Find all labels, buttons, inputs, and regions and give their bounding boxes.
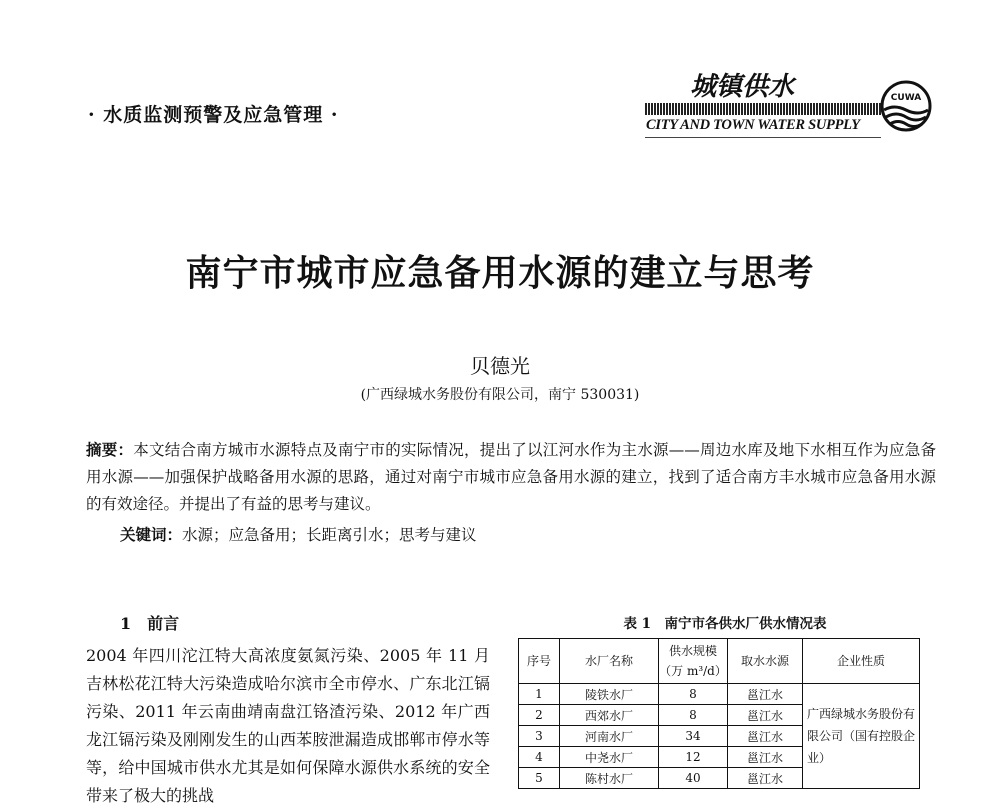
- table-caption: 表 1 南宁市各供水厂供水情况表: [623, 616, 827, 632]
- abstract-text: 本文结合南方城市水源特点及南宁市的实际情况，提出了以江河水作为主水源——周边水库及地下水相互作为应急备用水源——加强保护战略备用水源的思路，通过对南宁市城市应急备用水源的建立，找到了适合南方丰水城市应急备用水源的有效途径。并提出了有益的思考与建议。: [86, 441, 936, 513]
- table-cell: 西郊水厂: [560, 705, 659, 726]
- author-affiliation: (广西绿城水务股份有限公司，南宁 530031): [360, 387, 640, 403]
- keywords: [120, 523, 477, 545]
- header-pattern-bar: [645, 103, 881, 115]
- section-body: 2004 年四川沱江特大高浓度氨氮污染、2005 年 11 月吉林松花江特大污染造成哈尔滨市全市停水、广东北江镉污染、2011 年云南曲靖南盘江铬渣污染、2012 年广西龙江镉污染及刚刚发生的山西苯胺泄漏造成邯郸市停水等等，给中国城市供水尤其是如何保障水源供水系统的安全带来了极大的挑战: [86, 646, 490, 805]
- logo-text: CUWA: [890, 93, 922, 103]
- table-cell: 8: [659, 705, 728, 726]
- table-cell: 5: [519, 768, 560, 789]
- table-cell: 邕江水: [728, 726, 803, 747]
- table-cell: 陈村水厂: [560, 768, 659, 789]
- cuwa-logo-icon: [880, 80, 932, 132]
- table-header-cell: 取水水源: [728, 639, 803, 684]
- water-plant-table: [518, 638, 920, 789]
- keywords-text: 水源；应急备用；长距离引水；思考与建议: [182, 526, 477, 544]
- table-cell: 3: [519, 726, 560, 747]
- table-cell: 34: [659, 726, 728, 747]
- header-divider: [645, 137, 881, 138]
- table-header-cell: 供水规模（万 m³/d）: [659, 639, 728, 684]
- table-cell: 4: [519, 747, 560, 768]
- abstract: [86, 436, 936, 518]
- section-tag: · 水质监测预警及应急管理 ·: [88, 104, 339, 126]
- table-cell: 邕江水: [728, 747, 803, 768]
- table-cell: 邕江水: [728, 768, 803, 789]
- table-cell: 40: [659, 768, 728, 789]
- author-name: 贝德光: [470, 354, 530, 378]
- section-heading: 1 前言: [120, 614, 180, 633]
- table-header-row: [519, 639, 920, 684]
- journal-name-cn: 城镇供水: [690, 72, 795, 102]
- table-row: [519, 684, 920, 705]
- article-title: 南宁市城市应急备用水源的建立与思考: [185, 252, 815, 294]
- table-cell: 12: [659, 747, 728, 768]
- keywords-label: 关键词：: [120, 525, 183, 544]
- table-cell: 河南水厂: [560, 726, 659, 747]
- table-cell: 邕江水: [728, 705, 803, 726]
- table-cell: 中尧水厂: [560, 747, 659, 768]
- table-header-cell: 序号: [519, 639, 560, 684]
- table-cell: 8: [659, 684, 728, 705]
- table-cell: 2: [519, 705, 560, 726]
- table-cell-enterprise: 广西绿城水务股份有限公司（国有控股企业）: [803, 684, 920, 789]
- table-cell: 1: [519, 684, 560, 705]
- table-cell: 邕江水: [728, 684, 803, 705]
- abstract-label: 摘要：: [86, 440, 134, 459]
- table-header-cell: 水厂名称: [560, 639, 659, 684]
- journal-name-en: CITY AND TOWN WATER SUPPLY: [646, 117, 860, 133]
- table-cell: 陵铁水厂: [560, 684, 659, 705]
- table-header-cell: 企业性质: [803, 639, 920, 684]
